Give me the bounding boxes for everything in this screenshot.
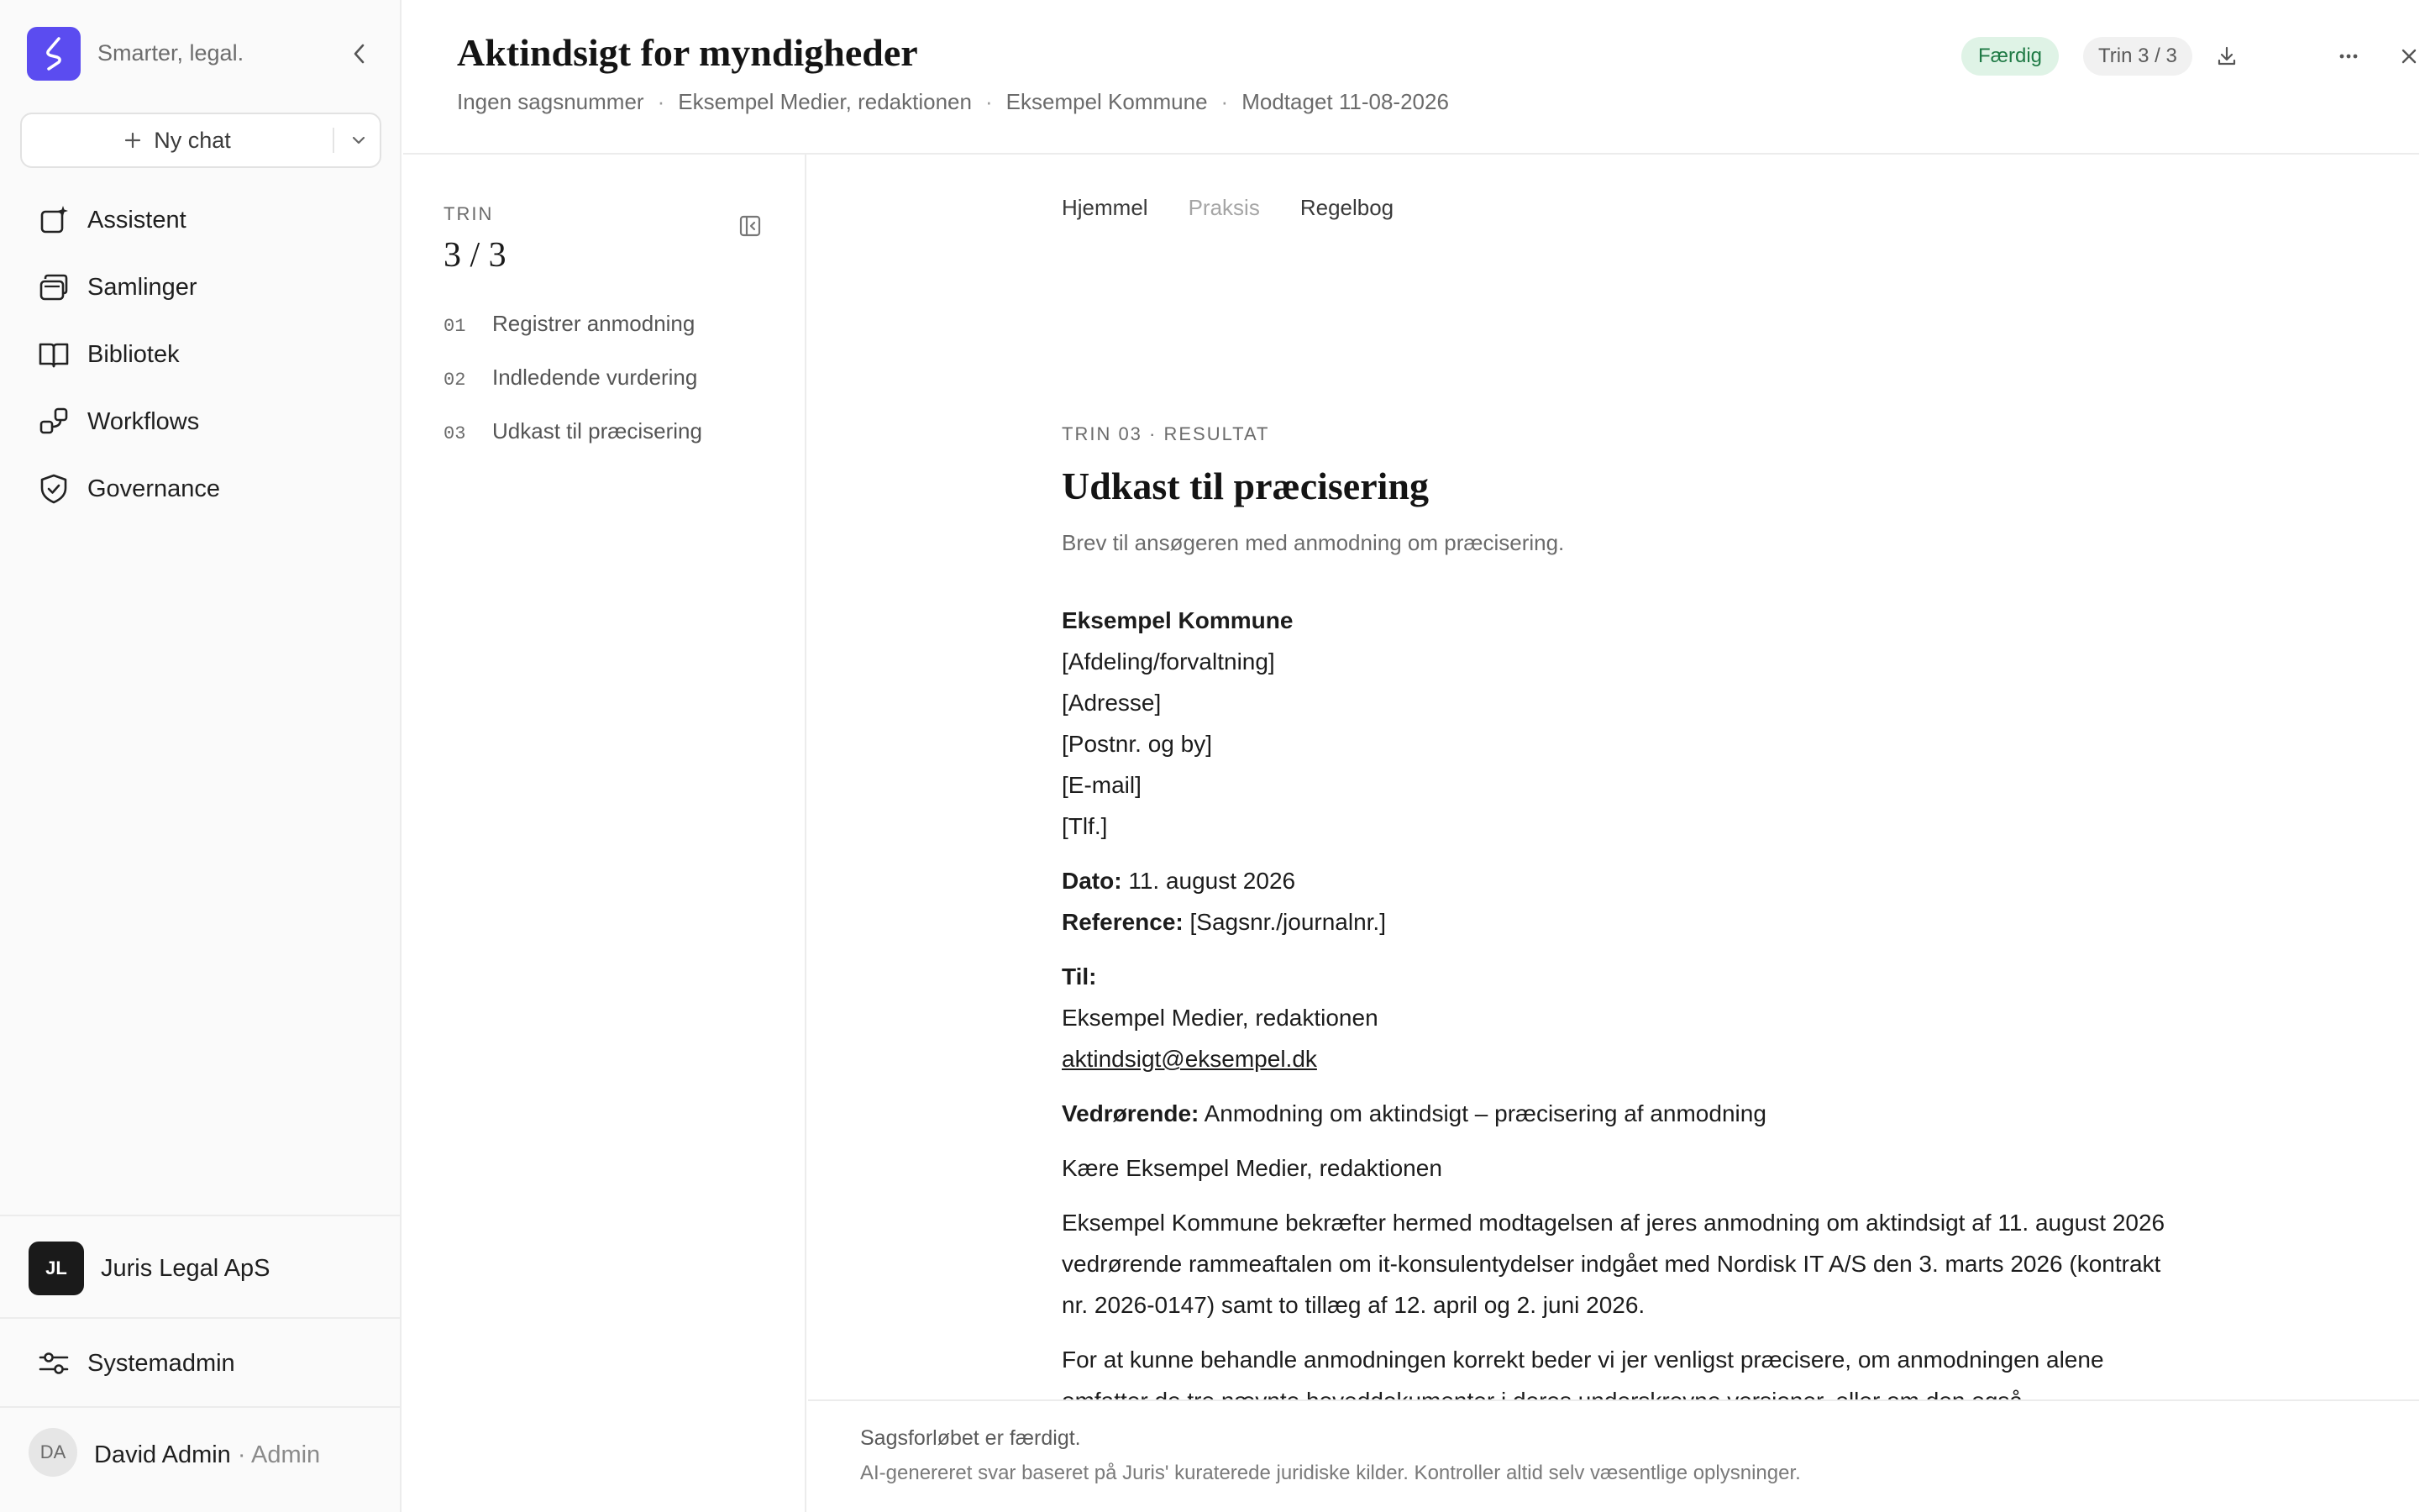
sidebar-item-systemadmin[interactable] [20, 1330, 381, 1397]
step-label: Udkast til præcisering [492, 418, 702, 444]
app-tagline: Smarter, legal. [97, 40, 244, 66]
case-number: Ingen sagsnummer [457, 89, 644, 114]
result-view [808, 155, 2419, 1399]
letter-greeting: Kære Eksempel Medier, redaktionen [1062, 1155, 1442, 1181]
user-name: David Admin [94, 1441, 231, 1468]
sidebar [0, 0, 402, 1512]
step-label: Indledende vurdering [492, 365, 698, 390]
case-applicant: Eksempel Medier, redaktionen [678, 89, 972, 114]
collapse-steps-button[interactable] [736, 212, 764, 240]
download-button[interactable] [2211, 40, 2243, 72]
sidebar-nav [20, 186, 381, 522]
sender-line: [Tlf.] [1062, 813, 1108, 839]
sidebar-item-label: Samlinger [87, 273, 197, 301]
step-badge: Trin 3 / 3 [2083, 37, 2192, 76]
close-button[interactable] [2393, 40, 2425, 72]
steps-label: TRIN [444, 203, 494, 224]
org-name: Juris Legal ApS [101, 1255, 270, 1282]
new-chat-control [20, 113, 381, 168]
sidebar-item-workflows[interactable] [20, 388, 381, 455]
sidebar-item-label: Governance [87, 475, 220, 502]
steps-count: 3 / 3 [444, 236, 507, 275]
download-icon [2215, 45, 2239, 68]
letter-date: Dato: 11. august 2026 [1062, 868, 1296, 894]
status-footer [808, 1399, 2419, 1512]
case-received: Modtaget 11-08-2026 [1241, 89, 1449, 114]
sidebar-item-bibliotek[interactable] [20, 321, 381, 388]
letter-paragraph: Eksempel Kommune bekræfter hermed modtagelsen af jeres anmodning om aktindsigt af 11. august 2026 vedrørende rammeaftalen om it-konsulentydelser indgået med Nordisk IT A/S den 3. marts 2026 (kontrakt nr. 2026-0147) samt to tillæg af 12. april og 2. juni 2026. [1062, 1210, 2165, 1318]
workflows-icon [37, 405, 71, 438]
sender-line: [Postnr. og by] [1062, 731, 1212, 757]
meta-separator: · [657, 89, 665, 114]
letter-reference: Reference: [Sagsnr./journalnr.] [1062, 909, 1386, 935]
user-name-line [94, 1441, 320, 1469]
tab-hjemmel[interactable]: Hjemmel [1062, 195, 1148, 220]
case-authority: Eksempel Kommune [1005, 89, 1208, 114]
step-number: 03 [444, 423, 466, 444]
organization-switcher[interactable] [0, 1215, 400, 1319]
doc-kicker: TRIN 03 · RESULTAT [1062, 423, 1270, 444]
sender-line: [E-mail] [1062, 772, 1142, 798]
collections-icon [37, 270, 71, 304]
sidebar-item-label: Bibliotek [87, 340, 180, 368]
org-avatar: JL [29, 1242, 84, 1295]
new-chat-divider [333, 128, 334, 153]
user-menu[interactable] [0, 1406, 400, 1512]
tab-regelbog[interactable]: Regelbog [1299, 195, 1394, 220]
avatar: DA [29, 1428, 77, 1477]
sender-line: [Afdeling/forvaltning] [1062, 648, 1275, 675]
panel-collapse-icon [736, 212, 764, 240]
new-chat-label: Ny chat [154, 127, 231, 153]
completion-status: Sagsforløbet er færdigt. [860, 1426, 1081, 1450]
steps-panel [403, 155, 806, 1512]
step-item-01[interactable] [444, 311, 695, 337]
new-chat-button[interactable] [22, 114, 333, 166]
step-number: 01 [444, 316, 466, 337]
step-label: Registrer anmodning [492, 311, 695, 336]
more-options-button[interactable] [2333, 40, 2365, 72]
new-chat-dropdown-button[interactable] [338, 114, 380, 166]
close-icon [2398, 45, 2420, 67]
tab-praksis[interactable]: Praksis [1188, 195, 1260, 220]
app-logo[interactable] [27, 27, 81, 81]
case-meta [457, 89, 1449, 115]
sidebar-item-assistent[interactable] [20, 186, 381, 254]
sliders-icon [37, 1347, 71, 1380]
sender-line: [Adresse] [1062, 690, 1162, 716]
sysadmin-section [20, 1330, 381, 1397]
logo-mark-icon [37, 35, 71, 72]
more-horizontal-icon [2337, 45, 2360, 68]
ai-disclaimer: AI-genereret svar baseret på Juris' kuraterede juridiske kilder. Kontroller altid selv væsentlige oplysninger. [860, 1462, 1801, 1484]
shield-check-icon [37, 472, 71, 506]
letter-paragraph: For at kunne behandle anmodningen korrekt beder vi jer venligst præcisere, om anmodningen alene [1062, 1347, 2104, 1373]
case-header [403, 0, 2419, 155]
letter-subject: Vedrørende: Anmodning om aktindsigt – præcisering af anmodning [1062, 1100, 1766, 1126]
letter-body [1062, 600, 2170, 1421]
sidebar-item-label: Workflows [87, 407, 200, 435]
step-item-03[interactable] [444, 418, 702, 444]
recipient-label: Til: [1062, 963, 1097, 990]
result-document [1062, 423, 2170, 1421]
assistant-icon [37, 203, 71, 237]
doc-subtitle: Brev til ansøgeren med anmodning om præcisering. [1062, 530, 1565, 555]
recipient-name: Eksempel Medier, redaktionen [1062, 1005, 1378, 1031]
sidebar-item-label: Assistent [87, 206, 186, 234]
recipient-email[interactable]: aktindsigt@eksempel.dk [1062, 1046, 1317, 1072]
chevron-down-icon [350, 134, 367, 146]
step-number: 02 [444, 370, 466, 391]
plus-icon [123, 131, 142, 150]
page-title: Aktindsigt for myndigheder [457, 31, 918, 74]
doc-title: Udkast til præcisering [1062, 465, 1429, 507]
status-badge: Færdig [1961, 37, 2059, 76]
collapse-sidebar-button[interactable] [344, 39, 375, 69]
sender-name: Eksempel Kommune [1062, 607, 1294, 633]
user-role: · Admin [237, 1441, 321, 1468]
source-tabs [1062, 195, 1394, 221]
sidebar-item-label: Systemadmin [87, 1349, 235, 1377]
sidebar-item-governance[interactable] [20, 455, 381, 522]
step-item-02[interactable] [444, 365, 697, 391]
chevron-left-icon [350, 43, 369, 65]
meta-separator: · [984, 89, 993, 114]
library-icon [37, 338, 71, 371]
sidebar-item-samlinger[interactable] [20, 254, 381, 321]
meta-separator: · [1220, 89, 1229, 114]
